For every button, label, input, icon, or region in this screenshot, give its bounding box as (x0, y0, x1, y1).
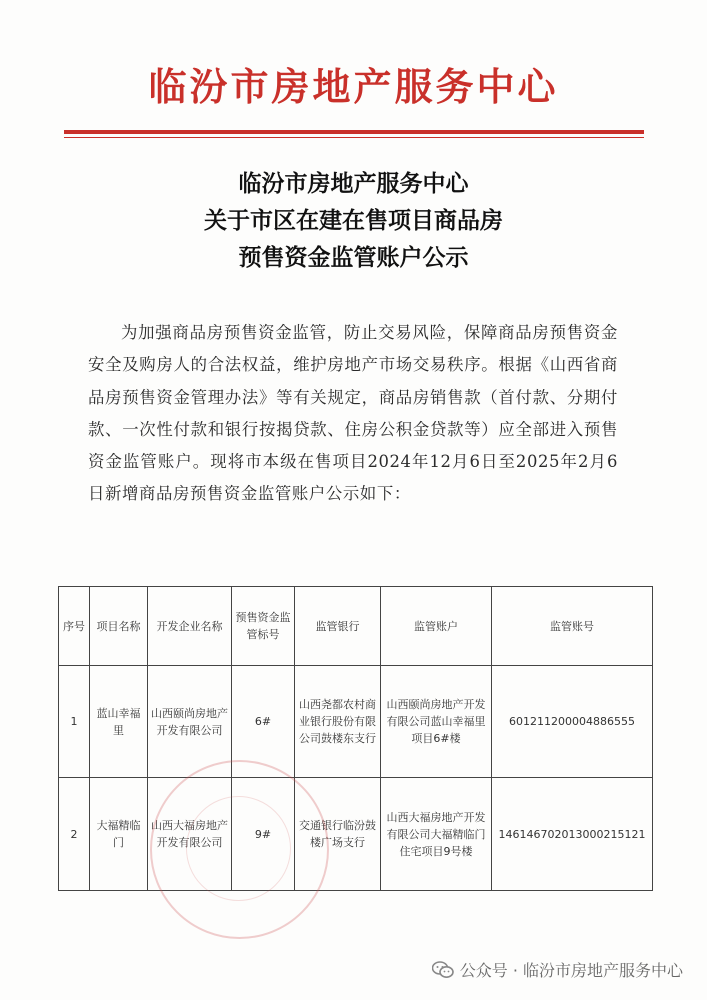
title-line-2: 关于市区在建在售项目商品房 (204, 208, 503, 234)
document-title (0, 166, 707, 277)
header-project: 项目名称 (90, 587, 148, 666)
cell-account-no: 601211200004886555 (492, 666, 653, 778)
wechat-icon (432, 961, 454, 979)
cell-supervision-no: 9# (232, 778, 295, 891)
header-no: 序号 (59, 587, 90, 666)
cell-developer: 山西颐尚房地产开发有限公司 (148, 666, 232, 778)
table-row (59, 778, 653, 891)
header-account-no: 监管账号 (492, 587, 653, 666)
cell-bank: 山西尧都农村商业银行股份有限公司鼓楼东支行 (295, 666, 381, 778)
cell-supervision-no: 6# (232, 666, 295, 778)
cell-account-name: 山西颐尚房地产开发有限公司蓝山幸福里项目6#楼 (381, 666, 492, 778)
header-bank: 监管银行 (295, 587, 381, 666)
header-account-name: 监管账户 (381, 587, 492, 666)
body-paragraph: 为加强商品房预售资金监管，防止交易风险，保障商品房预售资金安全及购房人的合法权益，维护房地产市场交易秩序。根据《山西省商品房预售资金管理办法》等有关规定，商品房销售款（首付款、分期付款、一次性付款和银行按揭贷款、住房公积金贷款等）应全部进入预售资金监管账户。现将市本级在售项目2024年12月6日至2025年2月6日新增商品房预售资金监管账户公示如下： (88, 323, 618, 504)
table-header-row (59, 587, 653, 666)
title-line-1: 临汾市房地产服务中心 (238, 171, 469, 197)
letterhead-rule-thin (64, 137, 644, 138)
cell-account-name: 山西大福房地产开发有限公司大福精临门住宅项目9号楼 (381, 778, 492, 891)
cell-no: 1 (59, 666, 90, 778)
header-developer: 开发企业名称 (148, 587, 232, 666)
table-row (59, 666, 653, 778)
cell-bank: 交通银行临汾鼓楼广场支行 (295, 778, 381, 891)
account-table (58, 586, 653, 891)
cell-no: 2 (59, 778, 90, 891)
title-line-3: 预售资金监管账户公示 (238, 245, 469, 271)
footer-label: 公众号 · 临汾市房地产服务中心 (459, 961, 683, 980)
letterhead-rule-thick (64, 130, 644, 134)
footer-watermark (432, 958, 683, 981)
red-letterhead: 临汾市房地产服务中心 (148, 65, 559, 109)
cell-project: 蓝山幸福里 (90, 666, 148, 778)
header-supervision-no: 预售资金监管标号 (232, 587, 295, 666)
cell-project: 大福精临门 (90, 778, 148, 891)
cell-account-no: 146146702013000215121 (492, 778, 653, 891)
cell-developer: 山西大福房地产开发有限公司 (148, 778, 232, 891)
